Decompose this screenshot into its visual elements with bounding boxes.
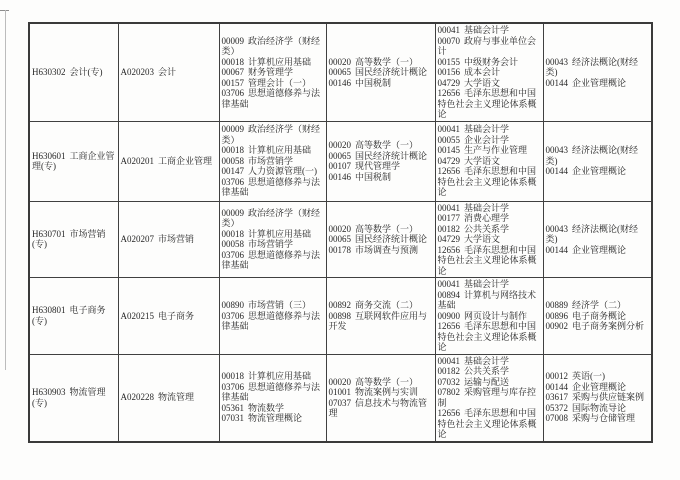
course-name: 高等数学（一） bbox=[355, 376, 419, 387]
course-item bbox=[438, 156, 541, 167]
course-item bbox=[329, 377, 433, 388]
course-name: 公共关系学 bbox=[464, 366, 510, 376]
course-name: 毛泽东思想和中国特色社会主义理论体系概论 bbox=[437, 408, 537, 439]
course-item bbox=[329, 387, 433, 398]
exam-slot-2-cell bbox=[326, 278, 435, 355]
exam-slot-4-cell bbox=[543, 201, 652, 278]
course-item bbox=[329, 311, 433, 332]
course-code: 00156 bbox=[437, 67, 460, 77]
course-name: 工商企业管理 bbox=[158, 155, 213, 166]
major-code-cell bbox=[29, 278, 118, 355]
course-code: 00155 bbox=[437, 56, 460, 67]
course-name: 国民经济统计概论 bbox=[355, 150, 428, 161]
course-item bbox=[329, 140, 433, 151]
course-code: 00146 bbox=[328, 77, 351, 88]
course-code: 00058 bbox=[221, 239, 244, 250]
label-line bbox=[121, 392, 217, 403]
course-item bbox=[438, 311, 541, 322]
exam-slot-1-cell bbox=[219, 23, 326, 121]
course-name: 人力资源管理(一) bbox=[248, 166, 317, 177]
course-name: 企业管理概论 bbox=[572, 77, 627, 88]
course-name: 会计(专) bbox=[69, 67, 103, 77]
course-code: 00009 bbox=[221, 124, 244, 135]
course-code: H630302 bbox=[32, 67, 66, 77]
program-code-cell bbox=[118, 121, 219, 201]
course-item bbox=[222, 177, 324, 198]
course-code: 00043 bbox=[545, 223, 568, 234]
exam-slot-2-cell bbox=[326, 121, 435, 201]
major-code-cell bbox=[29, 354, 118, 442]
course-item bbox=[222, 382, 324, 403]
course-item bbox=[546, 300, 650, 311]
course-code: 12656 bbox=[437, 408, 460, 418]
label-line bbox=[32, 229, 116, 250]
course-code: 07032 bbox=[437, 376, 460, 387]
course-code: 00041 bbox=[437, 355, 460, 366]
exam-slot-3-cell bbox=[435, 23, 543, 121]
course-item bbox=[222, 166, 324, 177]
course-code: A020203 bbox=[120, 67, 154, 77]
exam-slot-2-cell bbox=[326, 23, 435, 121]
course-item bbox=[438, 57, 541, 68]
major-code-cell bbox=[29, 121, 118, 201]
course-code: 00018 bbox=[221, 145, 244, 156]
course-name: 大学语文 bbox=[464, 155, 501, 166]
course-code: H630601 bbox=[32, 150, 66, 161]
course-code: 03706 bbox=[221, 176, 244, 187]
course-name: 中国税制 bbox=[355, 77, 392, 88]
course-item bbox=[222, 311, 324, 332]
course-item bbox=[222, 78, 324, 89]
course-code: 05361 bbox=[221, 402, 244, 413]
course-code: 03706 bbox=[221, 249, 244, 260]
course-item bbox=[222, 208, 324, 229]
course-name: 中级财务会计 bbox=[464, 56, 519, 67]
course-item bbox=[438, 203, 541, 214]
course-item bbox=[546, 371, 650, 382]
exam-slot-3-cell bbox=[435, 121, 543, 201]
course-code: 00892 bbox=[328, 300, 351, 310]
course-item bbox=[438, 78, 541, 89]
course-name: 计算机与网络技术基础 bbox=[437, 289, 537, 310]
course-code: 00157 bbox=[221, 77, 244, 88]
course-code: 04729 bbox=[437, 155, 460, 166]
course-name: 政治经济学（财经类） bbox=[221, 35, 321, 56]
course-code: A020201 bbox=[120, 155, 154, 166]
course-code: 00009 bbox=[221, 207, 244, 218]
course-name: 采购管理与库存控制 bbox=[437, 387, 537, 408]
course-code: 00020 bbox=[328, 376, 351, 387]
program-code-cell bbox=[118, 23, 219, 121]
label-line bbox=[121, 234, 217, 245]
course-item bbox=[222, 229, 324, 240]
course-name: 物流管理 bbox=[158, 392, 195, 403]
course-name: 政治经济学（财经类） bbox=[221, 124, 321, 145]
course-code: 00055 bbox=[437, 134, 460, 145]
page-edge-artifact-vertical bbox=[5, 10, 6, 370]
course-name: 高等数学（一） bbox=[355, 140, 419, 150]
course-name: 经济法概论(财经类) bbox=[545, 56, 638, 77]
course-item bbox=[438, 224, 541, 235]
course-name: 电子商务 bbox=[158, 310, 195, 321]
course-name: 基础会计学 bbox=[464, 279, 510, 289]
course-code: A020228 bbox=[120, 392, 154, 403]
label-line bbox=[121, 156, 217, 167]
course-code: 01001 bbox=[328, 387, 351, 397]
course-code: H630801 bbox=[32, 305, 66, 316]
course-item bbox=[546, 166, 650, 177]
course-code: 00020 bbox=[328, 140, 351, 150]
exam-slot-2-cell bbox=[326, 354, 435, 442]
program-code-cell bbox=[118, 354, 219, 442]
exam-slot-1-cell bbox=[219, 278, 326, 355]
exam-course-schedule-table bbox=[28, 22, 653, 443]
course-code: 00065 bbox=[328, 234, 351, 244]
course-name: 管理会计（一） bbox=[248, 77, 312, 88]
course-item bbox=[438, 408, 541, 440]
course-code: 07037 bbox=[328, 397, 351, 408]
course-name: 商务交流（二） bbox=[355, 300, 419, 310]
course-item bbox=[438, 67, 541, 78]
course-name: 市场营销学 bbox=[248, 155, 294, 166]
course-name: 高等数学（一） bbox=[355, 56, 419, 67]
course-name: 国民经济统计概论 bbox=[355, 67, 428, 77]
course-item bbox=[329, 78, 433, 89]
course-item bbox=[329, 67, 433, 78]
course-name: 企业管理概论 bbox=[572, 381, 627, 392]
label-line bbox=[32, 305, 116, 326]
course-code: 00041 bbox=[437, 124, 460, 135]
course-item bbox=[438, 135, 541, 146]
exam-slot-3-cell bbox=[435, 354, 543, 442]
course-name: 经济法概论(财经类) bbox=[545, 223, 638, 244]
course-name: 基础会计学 bbox=[464, 202, 510, 213]
course-code: 00144 bbox=[545, 166, 568, 177]
course-item bbox=[438, 279, 541, 290]
course-item bbox=[438, 366, 541, 377]
course-item bbox=[329, 161, 433, 172]
course-code: 00182 bbox=[437, 223, 460, 234]
exam-slot-3-cell bbox=[435, 278, 543, 355]
course-name: 计算机应用基础 bbox=[248, 371, 312, 382]
course-code: 00009 bbox=[221, 35, 244, 46]
course-item bbox=[546, 224, 650, 245]
course-name: 毛泽东思想和中国特色社会主义理论体系概论 bbox=[437, 166, 537, 198]
course-name: 物流管理(专) bbox=[32, 387, 106, 408]
course-item bbox=[222, 413, 324, 424]
course-item bbox=[438, 290, 541, 311]
course-item bbox=[546, 57, 650, 78]
course-item bbox=[222, 145, 324, 156]
course-code: 12656 bbox=[437, 166, 460, 177]
label-line bbox=[121, 311, 217, 322]
course-item bbox=[546, 392, 650, 403]
course-code: 03706 bbox=[221, 310, 244, 321]
course-item bbox=[546, 311, 650, 322]
exam-slot-4-cell bbox=[543, 23, 652, 121]
course-code: 00065 bbox=[328, 67, 351, 77]
course-name: 会计 bbox=[158, 67, 177, 77]
course-code: 00177 bbox=[437, 213, 460, 223]
course-name: 运输与配送 bbox=[464, 376, 510, 387]
course-item bbox=[438, 88, 541, 120]
course-code: 03706 bbox=[221, 381, 244, 392]
course-name: 思想道德修养与法律基础 bbox=[221, 310, 321, 331]
course-code: 00890 bbox=[221, 300, 244, 310]
course-name: 国际物流导论 bbox=[572, 402, 627, 413]
course-item bbox=[222, 36, 324, 57]
course-item bbox=[438, 145, 541, 156]
course-code: 00900 bbox=[437, 310, 460, 321]
course-name: 网页设计与制作 bbox=[464, 310, 528, 321]
table-row bbox=[29, 201, 652, 278]
course-item bbox=[546, 245, 650, 256]
course-name: 企业管理概论 bbox=[572, 166, 627, 177]
course-item bbox=[546, 382, 650, 393]
course-name: 财务管理学 bbox=[248, 67, 294, 77]
course-code: 00041 bbox=[437, 279, 460, 289]
table-row bbox=[29, 121, 652, 201]
course-code: 00145 bbox=[437, 145, 460, 156]
course-name: 互联网软件应用与开发 bbox=[328, 310, 428, 331]
course-code: 00018 bbox=[221, 228, 244, 239]
course-name: 企业会计学 bbox=[464, 134, 510, 145]
course-item bbox=[438, 166, 541, 198]
course-name: 电子商务概论 bbox=[572, 310, 627, 321]
course-code: 00067 bbox=[221, 67, 244, 77]
course-name: 物流案例与实训 bbox=[355, 387, 419, 397]
course-name: 大学语文 bbox=[464, 234, 501, 244]
course-name: 成本会计 bbox=[464, 67, 501, 77]
course-item bbox=[438, 36, 541, 57]
label-line bbox=[121, 67, 217, 78]
course-item bbox=[438, 213, 541, 224]
course-code: 00178 bbox=[328, 244, 351, 255]
course-name: 生产与作业管理 bbox=[464, 145, 528, 156]
course-item bbox=[329, 172, 433, 183]
course-item bbox=[222, 156, 324, 167]
course-name: 毛泽东思想和中国特色社会主义理论体系概论 bbox=[437, 321, 537, 352]
course-name: 市场调查与预测 bbox=[355, 244, 419, 255]
course-item bbox=[222, 239, 324, 250]
course-name: 物流数学 bbox=[248, 402, 285, 413]
course-name: 思想道德修养与法律基础 bbox=[221, 88, 321, 109]
course-code: 00020 bbox=[328, 223, 351, 234]
label-line bbox=[32, 151, 116, 172]
course-item bbox=[438, 321, 541, 353]
course-name: 思想道德修养与法律基础 bbox=[221, 249, 321, 271]
course-item bbox=[438, 356, 541, 367]
course-name: 经济学（二） bbox=[572, 300, 627, 310]
course-code: 07031 bbox=[221, 413, 244, 424]
course-name: 毛泽东思想和中国特色社会主义理论体系概论 bbox=[437, 88, 537, 119]
course-item bbox=[222, 250, 324, 271]
course-code: 00898 bbox=[328, 310, 351, 321]
course-code: 00058 bbox=[221, 155, 244, 166]
course-name: 现代管理学 bbox=[355, 161, 401, 171]
course-item bbox=[222, 300, 324, 311]
course-name: 英语(一) bbox=[572, 371, 605, 382]
course-name: 市场营销 bbox=[158, 234, 195, 244]
course-code: 04729 bbox=[437, 77, 460, 88]
course-name: 经济法概论(财经类) bbox=[545, 145, 638, 166]
course-name: 毛泽东思想和中国特色社会主义理论体系概论 bbox=[437, 244, 537, 276]
course-code: 00144 bbox=[545, 381, 568, 392]
table-row bbox=[29, 354, 652, 442]
exam-slot-1-cell bbox=[219, 354, 326, 442]
course-code: 00146 bbox=[328, 171, 351, 182]
course-code: 00144 bbox=[545, 77, 568, 88]
course-item bbox=[329, 151, 433, 162]
course-name: 市场营销（三） bbox=[248, 300, 312, 310]
exam-slot-4-cell bbox=[543, 278, 652, 355]
course-name: 基础会计学 bbox=[464, 25, 510, 35]
course-code: 00902 bbox=[545, 321, 568, 331]
course-name: 国民经济统计概论 bbox=[355, 234, 428, 244]
label-line bbox=[32, 67, 116, 78]
course-code: 07008 bbox=[545, 413, 568, 424]
course-name: 采购与供应链案例 bbox=[572, 392, 645, 403]
course-code: 03706 bbox=[221, 88, 244, 98]
course-name: 电子商务(专) bbox=[32, 305, 106, 326]
course-name: 思想道德修养与法律基础 bbox=[221, 381, 321, 403]
course-code: 00107 bbox=[328, 161, 351, 171]
course-item bbox=[222, 67, 324, 78]
course-name: 企业管理概论 bbox=[572, 244, 627, 255]
course-code: 00182 bbox=[437, 366, 460, 376]
course-code: 00144 bbox=[545, 244, 568, 255]
major-code-cell bbox=[29, 201, 118, 278]
course-code: 00896 bbox=[545, 310, 568, 321]
course-item bbox=[222, 88, 324, 109]
course-item bbox=[222, 124, 324, 145]
course-code: 00041 bbox=[437, 25, 460, 35]
course-item bbox=[222, 57, 324, 68]
course-code: 04729 bbox=[437, 234, 460, 244]
course-item bbox=[329, 224, 433, 235]
course-name: 计算机应用基础 bbox=[248, 228, 312, 239]
course-item bbox=[438, 245, 541, 277]
course-code: 00894 bbox=[437, 289, 460, 300]
course-code: 00041 bbox=[437, 202, 460, 213]
course-code: A020215 bbox=[120, 310, 154, 321]
course-code: 12656 bbox=[437, 244, 460, 255]
course-code: 00070 bbox=[437, 35, 460, 46]
course-name: 电子商务案例分析 bbox=[572, 321, 645, 331]
course-item bbox=[546, 78, 650, 89]
exam-slot-1-cell bbox=[219, 201, 326, 278]
course-name: 基础会计学 bbox=[464, 355, 510, 366]
label-line bbox=[32, 387, 116, 408]
course-item bbox=[546, 321, 650, 332]
course-item bbox=[222, 403, 324, 414]
course-name: 工商企业管理(专) bbox=[32, 150, 115, 171]
course-item bbox=[546, 145, 650, 166]
course-name: 信息技术与物流管理 bbox=[328, 397, 428, 418]
course-item bbox=[329, 234, 433, 245]
course-code: A020207 bbox=[120, 234, 154, 244]
course-item bbox=[329, 300, 433, 311]
course-item bbox=[438, 234, 541, 245]
course-item bbox=[438, 377, 541, 388]
course-code: 12656 bbox=[437, 321, 460, 331]
course-item bbox=[546, 413, 650, 424]
course-code: 07802 bbox=[437, 387, 460, 397]
course-name: 市场营销(专) bbox=[32, 228, 106, 250]
table-row bbox=[29, 278, 652, 355]
course-code: 00012 bbox=[545, 371, 568, 382]
course-code: H630701 bbox=[32, 228, 66, 239]
exam-slot-1-cell bbox=[219, 121, 326, 201]
course-name: 中国税制 bbox=[355, 171, 392, 182]
course-name: 政治经济学（财经类） bbox=[221, 207, 321, 229]
course-code: 00018 bbox=[221, 371, 244, 382]
course-code: 00043 bbox=[545, 56, 568, 67]
course-item bbox=[546, 403, 650, 414]
course-item bbox=[438, 387, 541, 408]
major-code-cell bbox=[29, 23, 118, 121]
course-item bbox=[438, 25, 541, 36]
course-name: 基础会计学 bbox=[464, 124, 510, 135]
course-code: 05372 bbox=[545, 402, 568, 413]
course-code: 00147 bbox=[221, 166, 244, 177]
course-code: H630903 bbox=[32, 387, 66, 397]
course-name: 高等数学（一） bbox=[355, 223, 419, 234]
course-code: 00065 bbox=[328, 150, 351, 161]
course-name: 消费心理学 bbox=[464, 213, 510, 223]
course-name: 市场营销学 bbox=[248, 239, 294, 250]
course-code: 00889 bbox=[545, 300, 568, 310]
exam-slot-3-cell bbox=[435, 201, 543, 278]
program-code-cell bbox=[118, 201, 219, 278]
course-code: 00020 bbox=[328, 56, 351, 67]
course-item bbox=[329, 398, 433, 419]
course-name: 政府与事业单位会计 bbox=[437, 35, 537, 56]
course-name: 采购与仓储管理 bbox=[572, 413, 636, 424]
exam-slot-4-cell bbox=[543, 354, 652, 442]
course-item bbox=[438, 124, 541, 135]
exam-slot-2-cell bbox=[326, 201, 435, 278]
course-code: 12656 bbox=[437, 88, 460, 98]
program-code-cell bbox=[118, 278, 219, 355]
course-name: 思想道德修养与法律基础 bbox=[221, 176, 321, 198]
course-item bbox=[329, 245, 433, 256]
course-name: 物流管理概论 bbox=[248, 413, 303, 424]
course-name: 计算机应用基础 bbox=[248, 56, 312, 67]
course-name: 公共关系学 bbox=[464, 223, 510, 234]
table-row bbox=[29, 23, 652, 121]
course-name: 大学语文 bbox=[464, 77, 501, 88]
exam-slot-4-cell bbox=[543, 121, 652, 201]
course-code: 00043 bbox=[545, 145, 568, 156]
course-code: 03617 bbox=[545, 392, 568, 403]
course-item bbox=[329, 57, 433, 68]
course-name: 计算机应用基础 bbox=[248, 145, 312, 156]
course-item bbox=[222, 371, 324, 382]
course-code: 00018 bbox=[221, 56, 244, 67]
